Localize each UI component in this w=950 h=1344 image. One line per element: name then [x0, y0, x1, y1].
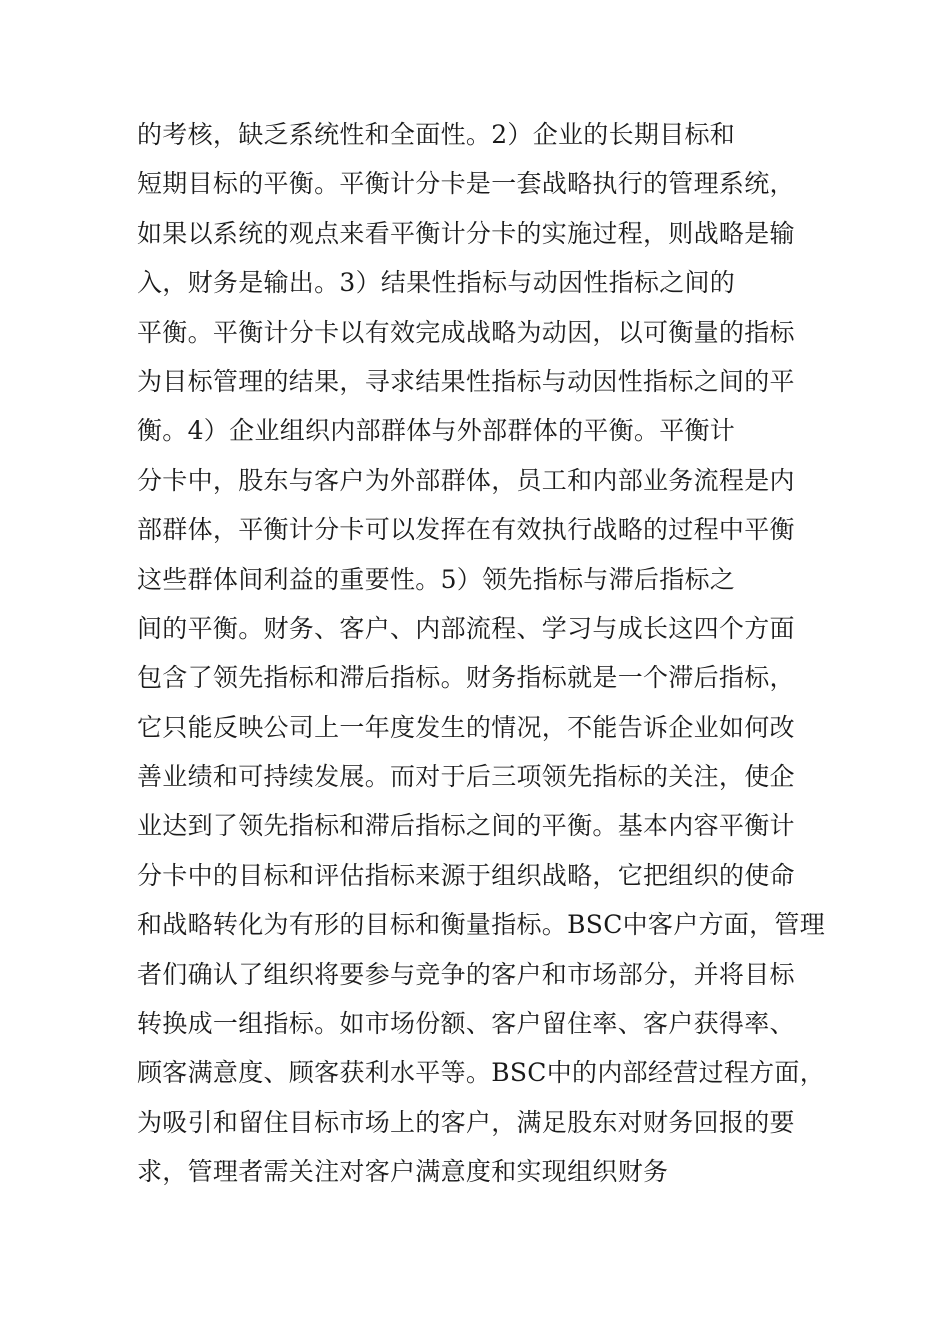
text-line: 者们确认了组织将要参与竞争的客户和市场部分，并将目标 — [137, 959, 795, 989]
text-line: 部群体，平衡计分卡可以发挥在有效执行战略的过程中平衡 — [137, 515, 795, 545]
text-line: 平衡。平衡计分卡以有效完成战略为动因，以可衡量的指标 — [137, 317, 795, 347]
text-line: 衡。4）企业组织内部群体与外部群体的平衡。平衡计 — [137, 416, 736, 446]
text-line: 分卡中的目标和评估指标来源于组织战略，它把组织的使命 — [137, 860, 795, 890]
text-line: 业达到了领先指标和滞后指标之间的平衡。基本内容平衡计 — [137, 811, 795, 841]
text-line: 和战略转化为有形的目标和衡量指标。BSC中客户方面，管理 — [137, 910, 826, 940]
text-line: 短期目标的平衡。平衡计分卡是一套战略执行的管理系统， — [137, 169, 795, 199]
text-line: 包含了领先指标和滞后指标。财务指标就是一个滞后指标， — [137, 663, 795, 693]
text-line: 为吸引和留住目标市场上的客户，满足股东对财务回报的要 — [137, 1107, 795, 1137]
body-text — [137, 110, 837, 1197]
text-line: 转换成一组指标。如市场份额、客户留住率、客户获得率、 — [137, 1009, 795, 1039]
text-line: 间的平衡。财务、客户、内部流程、学习与成长这四个方面 — [137, 613, 795, 643]
text-line: 如果以系统的观点来看平衡计分卡的实施过程，则战略是输 — [137, 218, 795, 248]
text-line: 善业绩和可持续发展。而对于后三项领先指标的关注，使企 — [137, 762, 795, 792]
text-line: 为目标管理的结果，寻求结果性指标与动因性指标之间的平 — [137, 366, 795, 396]
text-line: 求，管理者需关注对客户满意度和实现组织财务 — [137, 1157, 669, 1187]
text-line: 入，财务是输出。3）结果性指标与动因性指标之间的 — [137, 268, 736, 298]
text-line: 顾客满意度、顾客获利水平等。BSC中的内部经营过程方面， — [137, 1058, 826, 1088]
text-line: 的考核，缺乏系统性和全面性。2）企业的长期目标和 — [137, 120, 736, 149]
text-line: 分卡中，股东与客户为外部群体，员工和内部业务流程是内 — [137, 465, 795, 495]
text-line: 这些群体间利益的重要性。5）领先指标与滞后指标之 — [137, 564, 736, 594]
text-line: 它只能反映公司上一年度发生的情况，不能告诉企业如何改 — [137, 712, 795, 742]
